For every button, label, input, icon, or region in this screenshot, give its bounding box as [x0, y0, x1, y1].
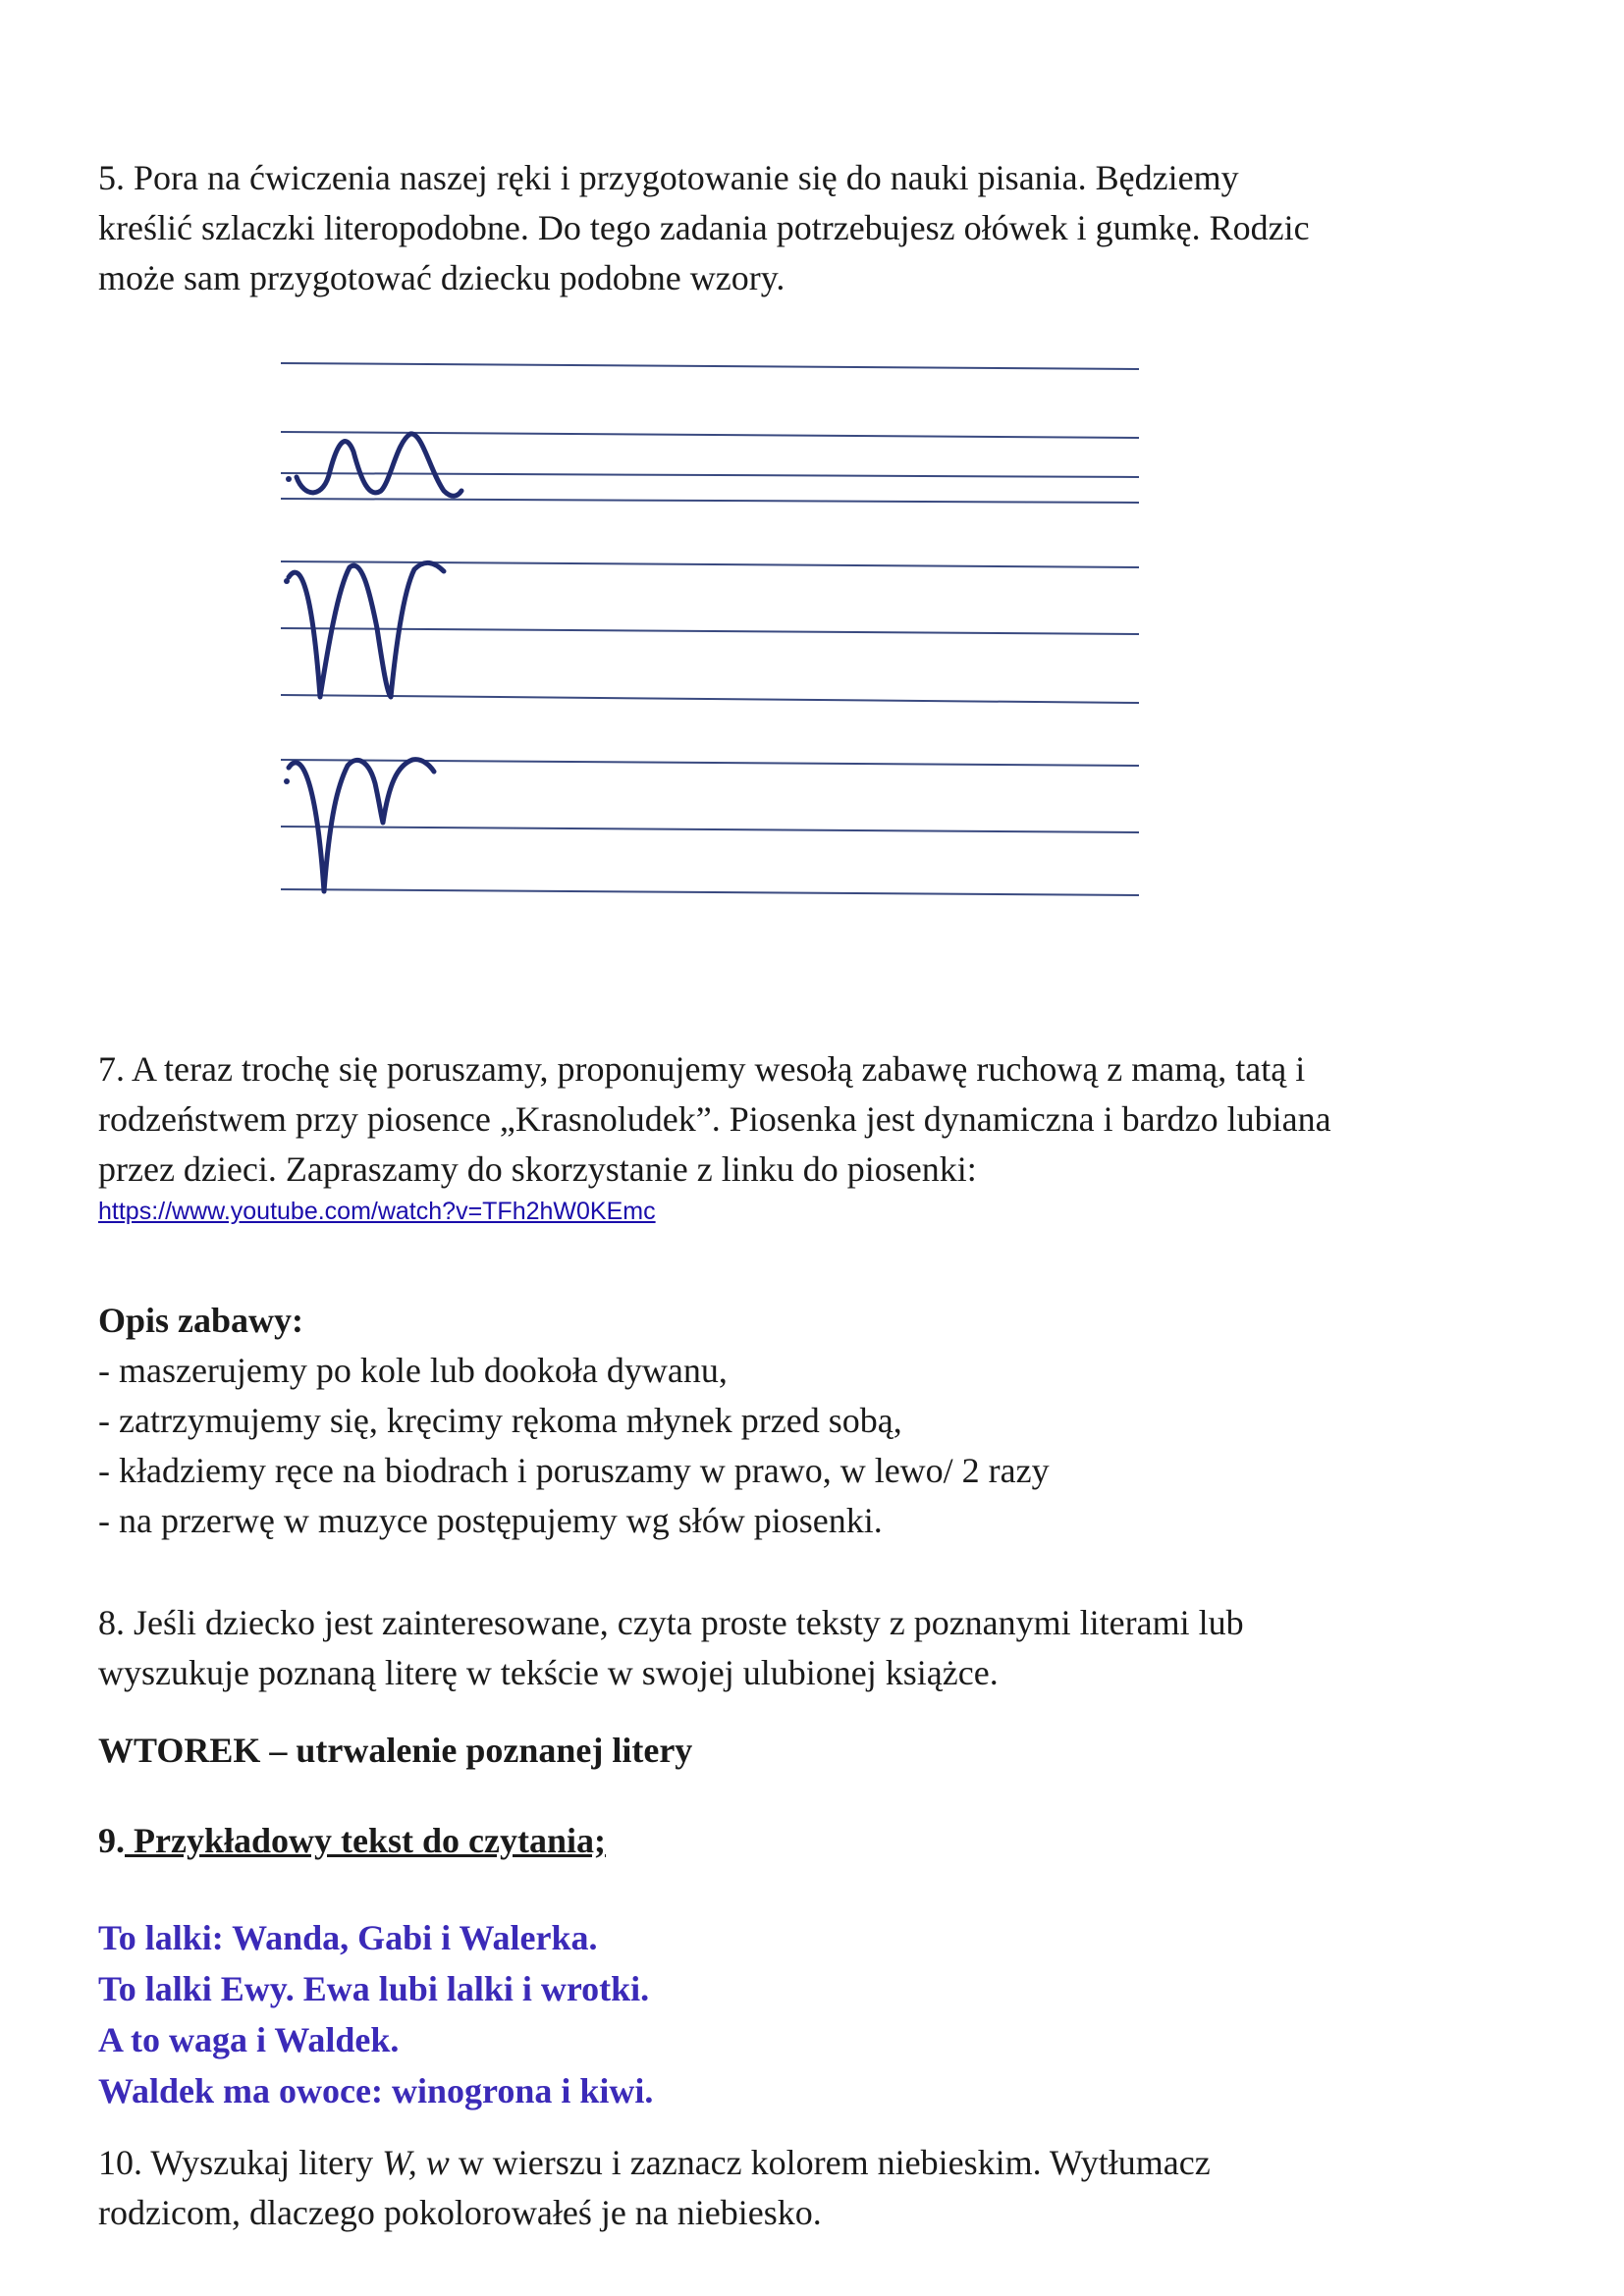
start-dot [284, 578, 290, 584]
text-line: rodzeństwem przy piosence „Krasnoludek”. Piosenka jest dynamiczna i bardzo lubiana [98, 1099, 1331, 1139]
letter-patterns [284, 434, 461, 891]
writing-line [281, 695, 1139, 703]
writing-line [281, 889, 1139, 895]
list-item: - maszerujemy po kole lub dookoła dywanu, [98, 1351, 728, 1390]
wtorek-heading: WTOREK – utrwalenie poznanej litery [98, 1731, 693, 1770]
writing-lines [281, 363, 1139, 895]
text-line: rodzicom, dlaczego pokolorowałeś je na niebiesko. [98, 2193, 822, 2232]
text-line: wyszukuje poznaną literę w tekście w swojej ulubionej książce. [98, 1653, 999, 1692]
v-pattern [289, 760, 434, 891]
text-line: kreślić szlaczki literopodobne. Do tego zadania potrzebujesz ołówek i gumkę. Rodzic [98, 208, 1310, 247]
start-dot [284, 778, 290, 784]
start-dot [286, 476, 292, 482]
reading-line: To lalki: Wanda, Gabi i Walerka. [98, 1918, 598, 1957]
list-item: - na przerwę w muzyce postępujemy wg słów piosenki. [98, 1501, 883, 1540]
text-line: 5. Pora na ćwiczenia naszej ręki i przygotowanie się do nauki pisania. Będziemy [98, 158, 1239, 197]
list-item: - kładziemy ręce na biodrach i poruszamy w prawo, w lewo/ 2 razy [98, 1451, 1050, 1490]
reading-text [98, 1912, 653, 2116]
section-7-paragraph [98, 1044, 1331, 1228]
list-item: - zatrzymujemy się, kręcimy rękoma młynek przed sobą, [98, 1401, 902, 1440]
writing-line [281, 628, 1139, 634]
writing-line [281, 561, 1139, 567]
writing-line [281, 499, 1139, 503]
text-line: może sam przygotować dziecku podobne wzory. [98, 258, 785, 297]
section-9-number: 9. [98, 1821, 125, 1860]
text-line: przez dzieci. Zapraszamy do skorzystanie z linku do piosenki: [98, 1149, 977, 1189]
handwriting-worksheet [275, 353, 1159, 913]
section-10-paragraph [98, 2138, 1211, 2238]
youtube-song-link[interactable]: https://www.youtube.com/watch?v=TFh2hW0KEmc [98, 1198, 656, 1225]
section-5-paragraph [98, 153, 1310, 303]
reading-line: A to waga i Waldek. [98, 2020, 400, 2059]
reading-line: Waldek ma owoce: winogrona i kiwi. [98, 2071, 654, 2110]
text-span: w wierszu i zaznacz kolorem niebieskim. Wytłumacz [449, 2143, 1211, 2182]
writing-line [281, 827, 1139, 832]
text-line: 7. A teraz trochę się poruszamy, proponujemy wesołą zabawę ruchową z mamą, tatą i [98, 1049, 1306, 1089]
writing-line [281, 363, 1139, 369]
text-line [98, 2138, 1211, 2188]
wave-pattern [297, 434, 461, 496]
section-9-title: Przykładowy tekst do czytania; [125, 1821, 606, 1860]
section-8-paragraph [98, 1598, 1244, 1698]
italic-letters: W, w [382, 2143, 450, 2182]
text-line: 8. Jeśli dziecko jest zainteresowane, czyta proste teksty z poznanymi literami lub [98, 1603, 1244, 1642]
writing-line [281, 473, 1139, 477]
game-description [98, 1296, 1050, 1546]
reading-line: To lalki Ewy. Ewa lubi lalki i wrotki. [98, 1969, 650, 2008]
text-span: 10. Wyszukaj litery [98, 2143, 383, 2182]
game-description-heading: Opis zabawy: [98, 1301, 304, 1340]
section-9-heading [98, 1816, 606, 1866]
